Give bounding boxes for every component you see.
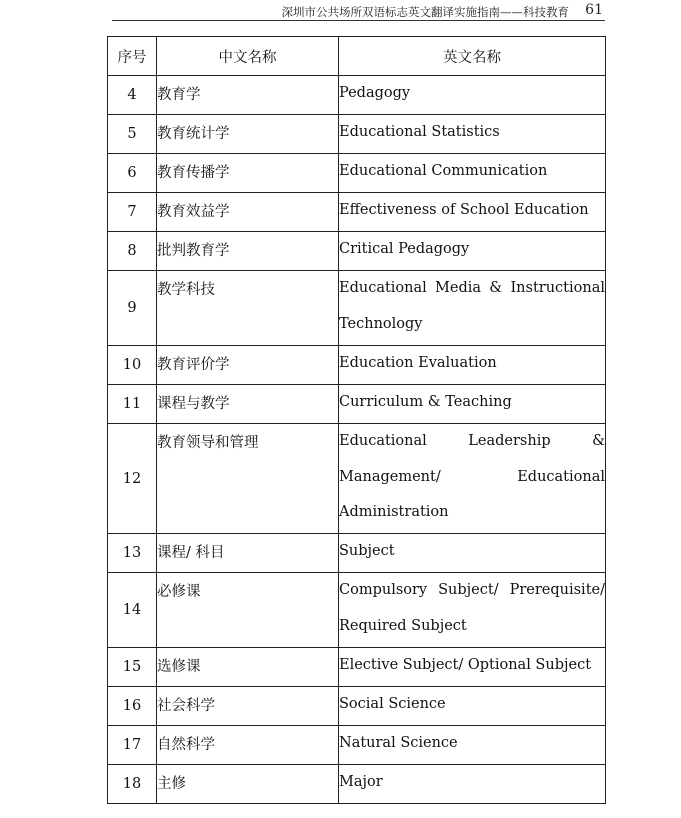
table-row — [108, 765, 606, 804]
page-header — [112, 2, 605, 21]
table-row — [108, 687, 606, 726]
chinese-term: 教育领导和管理 — [157, 424, 339, 534]
row-number: 4 — [108, 76, 157, 115]
english-term: Education Evaluation — [339, 346, 606, 385]
chinese-term: 课程与教学 — [157, 385, 339, 424]
english-term: Educational Statistics — [339, 115, 606, 154]
english-term: Social Science — [339, 687, 606, 726]
row-number: 14 — [108, 573, 157, 648]
row-number: 11 — [108, 385, 157, 424]
table-row — [108, 232, 606, 271]
row-number: 17 — [108, 726, 157, 765]
row-number: 6 — [108, 154, 157, 193]
table-row — [108, 385, 606, 424]
chinese-term: 选修课 — [157, 648, 339, 687]
table-row — [108, 346, 606, 385]
english-term: Educational Communication — [339, 154, 606, 193]
chinese-term: 主修 — [157, 765, 339, 804]
chinese-term: 教育效益学 — [157, 193, 339, 232]
chinese-term: 教育统计学 — [157, 115, 339, 154]
english-term: Elective Subject/ Optional Subject — [339, 648, 606, 687]
chinese-term: 自然科学 — [157, 726, 339, 765]
chinese-term: 课程/ 科目 — [157, 534, 339, 573]
chinese-term: 社会科学 — [157, 687, 339, 726]
chinese-term: 教育评价学 — [157, 346, 339, 385]
column-header-number: 序号 — [108, 37, 157, 76]
running-header-title: 深圳市公共场所双语标志英文翻译实施指南——科技教育 — [281, 5, 569, 19]
row-number: 8 — [108, 232, 157, 271]
chinese-term: 必修课 — [157, 573, 339, 648]
english-term: Major — [339, 765, 606, 804]
row-number: 7 — [108, 193, 157, 232]
table-row — [108, 271, 606, 346]
english-term: Educational Leadership & Management/ Educational Administration — [339, 424, 606, 534]
table-row — [108, 424, 606, 534]
table-header-row — [108, 37, 606, 76]
row-number: 9 — [108, 271, 157, 346]
table-row — [108, 76, 606, 115]
english-term: Compulsory Subject/ Prerequisite/ Required Subject — [339, 573, 606, 648]
terminology-table — [107, 36, 606, 804]
chinese-term: 教学科技 — [157, 271, 339, 346]
english-term: Educational Media & Instructional Technology — [339, 271, 606, 346]
chinese-term: 教育学 — [157, 76, 339, 115]
column-header-english-name: 英文名称 — [339, 37, 606, 76]
chinese-term: 批判教育学 — [157, 232, 339, 271]
row-number: 10 — [108, 346, 157, 385]
english-term: Pedagogy — [339, 76, 606, 115]
table-row — [108, 726, 606, 765]
row-number: 13 — [108, 534, 157, 573]
table-row — [108, 573, 606, 648]
row-number: 18 — [108, 765, 157, 804]
english-term: Critical Pedagogy — [339, 232, 606, 271]
table-row — [108, 115, 606, 154]
english-term: Subject — [339, 534, 606, 573]
table-row — [108, 154, 606, 193]
english-term: Curriculum & Teaching — [339, 385, 606, 424]
table-row — [108, 648, 606, 687]
english-term: Effectiveness of School Education — [339, 193, 606, 232]
row-number: 16 — [108, 687, 157, 726]
chinese-term: 教育传播学 — [157, 154, 339, 193]
table-row — [108, 193, 606, 232]
column-header-chinese-name: 中文名称 — [157, 37, 339, 76]
page-number: 61 — [585, 2, 603, 18]
english-term: Natural Science — [339, 726, 606, 765]
row-number: 12 — [108, 424, 157, 534]
row-number: 15 — [108, 648, 157, 687]
table-row — [108, 534, 606, 573]
row-number: 5 — [108, 115, 157, 154]
